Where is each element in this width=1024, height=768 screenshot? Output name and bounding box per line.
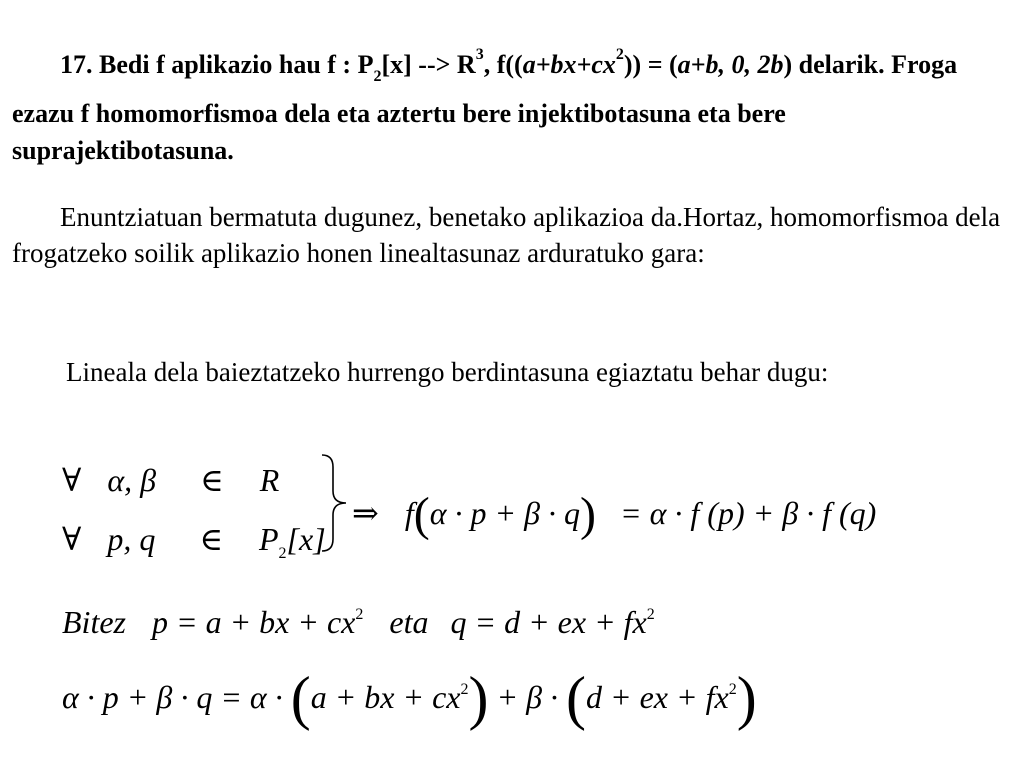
problem-r-superscript: 3 — [475, 46, 484, 63]
set-p: P — [259, 521, 279, 557]
problem-intro: Bedi f aplikazio hau f : P — [99, 50, 374, 79]
expansion-inner-1: a + bx + cx — [310, 679, 461, 715]
problem-rest: delarik. Froga ezazu f homomorfismoa dela eta aztertu bere injektibotasuna eta bere suprajektibotasuna. — [12, 50, 958, 165]
expansion-inner-1-superscript: 2 — [460, 681, 469, 698]
problem-number: 17. — [60, 50, 93, 79]
problem-value: a+b, 0, 2b — [677, 50, 784, 79]
problem-arg-superscript: 2 — [615, 46, 624, 63]
quantifier-line-2 — [62, 521, 326, 572]
condition-open-paren: ( — [413, 488, 430, 541]
expansion-inner-2: d + ex + fx — [586, 679, 729, 715]
element-of-symbol-2: ∈ — [199, 521, 223, 557]
paragraph-2 — [12, 354, 1012, 390]
forall-symbol-1: ∀ — [62, 462, 82, 498]
paragraph-1 — [12, 199, 1012, 271]
problem-p-subscript: 2 — [373, 68, 382, 85]
expansion-open-paren-1: ( — [290, 665, 311, 731]
problem-after-p: [x] --> R — [381, 50, 476, 79]
p-definition-superscript: 2 — [355, 606, 364, 623]
bitez-word: Bitez — [62, 604, 126, 640]
problem-comma: , f(( — [483, 50, 523, 79]
vars-alpha-beta: α, β — [107, 462, 157, 498]
q-definition-superscript: 2 — [646, 606, 655, 623]
vars-p-q: p, q — [107, 521, 156, 557]
problem-end: ) — [783, 50, 793, 79]
expansion-open-paren-2: ( — [566, 665, 586, 731]
element-of-symbol-1: ∈ — [200, 462, 224, 498]
condition-f: f — [404, 495, 414, 531]
implies-symbol: ⇒ — [352, 495, 379, 531]
expansion-plus-beta: + β · — [496, 679, 559, 715]
linearity-condition — [352, 488, 877, 541]
condition-inner: α · p + β · q — [429, 495, 581, 531]
set-p-arg: [x] — [286, 521, 326, 557]
eta-word: eta — [389, 604, 429, 640]
right-brace-icon — [318, 453, 352, 553]
set-p-subscript: 2 — [278, 545, 287, 562]
paragraph-2-text: Lineala dela baieztatzeko hurrengo berdintasuna egiaztatu behar dugu: — [66, 357, 829, 387]
expansion-inner-2-superscript: 2 — [728, 681, 737, 698]
problem-arg: a+bx+cx — [522, 50, 616, 79]
quantifier-line-1 — [62, 462, 279, 498]
expansion-close-paren-2: ) — [736, 665, 757, 731]
condition-rhs: = α · f (p) + β · f (q) — [620, 495, 877, 531]
problem-close: )) = ( — [623, 50, 678, 79]
definitions-line — [62, 597, 655, 640]
set-r: R — [259, 462, 280, 498]
paragraph-1-text: Enuntziatuan bermatuta dugunez, benetako aplikazioa da.Hortaz, homomorfismoa dela frogatzeko soilik aplikazio honen linealtasunaz arduratuko gara: — [12, 202, 1001, 268]
condition-close-paren: ) — [580, 488, 596, 541]
p-definition: p = a + bx + cx — [151, 604, 356, 640]
expansion-lhs: α · p + β · q = α · — [62, 679, 283, 715]
forall-symbol-2: ∀ — [62, 521, 82, 557]
problem-statement — [12, 36, 1012, 169]
q-definition: q = d + ex + fx — [450, 604, 647, 640]
expansion-close-paren-1: ) — [468, 665, 489, 731]
expansion-line — [62, 665, 757, 731]
